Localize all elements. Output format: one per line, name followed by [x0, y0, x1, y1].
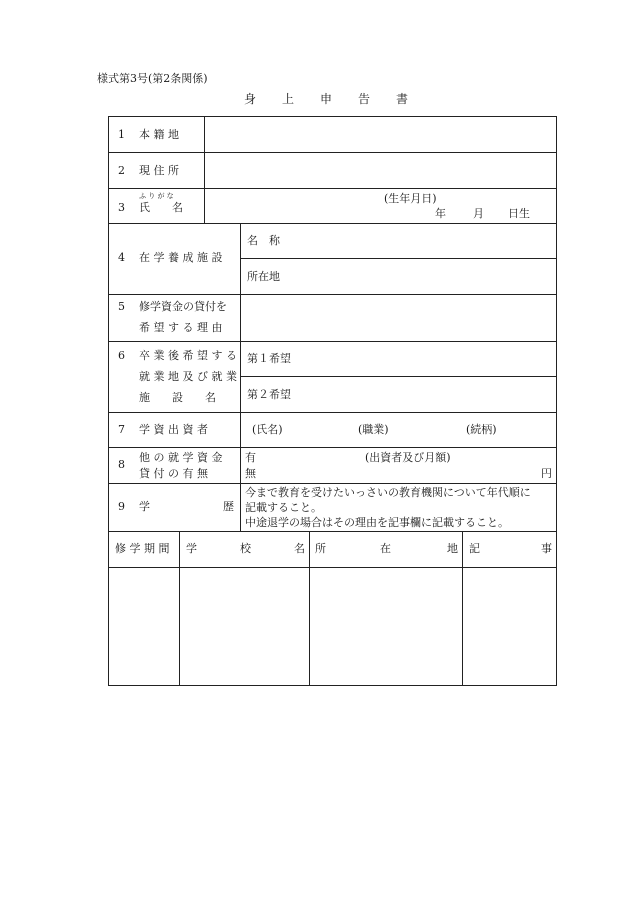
other-loan-label-line1: 他 の 就 学 資 金: [139, 451, 223, 464]
registered-domicile-label: 本 籍 地: [139, 128, 179, 141]
facility-name-field[interactable]: [294, 224, 556, 258]
school-name-cell[interactable]: [180, 568, 309, 685]
loan-reason-field[interactable]: [241, 295, 556, 341]
birth-date-label: (生年月日): [384, 192, 437, 205]
other-loan-label-line2: 貸 付 の 有 無: [139, 467, 208, 480]
school-location-cell[interactable]: [310, 568, 462, 685]
row-number: 3: [118, 201, 125, 214]
row-number: 7: [118, 423, 125, 436]
registered-domicile-field[interactable]: [205, 117, 556, 152]
row-number: 2: [118, 164, 125, 177]
tuition-funder-label: 学 資 出 資 者: [139, 423, 208, 436]
first-choice-label: 第１希望: [247, 352, 291, 365]
birth-month-label: 月: [473, 207, 484, 220]
education-note-line1: 今まで教育を受けたいっさいの教育機関について年代順に: [245, 486, 531, 499]
desired-employment-label-line3: 施 設 名: [139, 391, 216, 404]
document-title: [244, 90, 434, 107]
location-header-char: 在: [380, 542, 391, 555]
remarks-header-char: 記: [469, 542, 480, 555]
education-history-label-left: 学: [139, 500, 150, 513]
title-char: 身: [244, 92, 257, 106]
row-number: 4: [118, 251, 125, 264]
education-history-label-right: 歴: [223, 500, 234, 513]
location-header-char: 所: [315, 542, 326, 555]
row-divider: [109, 447, 556, 448]
first-choice-field[interactable]: [301, 342, 556, 376]
school-name-header-char: 学: [186, 542, 197, 555]
title-char: 申: [320, 92, 333, 106]
form-table: [108, 116, 557, 686]
facility-location-field[interactable]: [294, 259, 556, 294]
row-divider: [109, 412, 556, 413]
study-period-header: 修 学 期 間: [115, 542, 170, 555]
column-divider: [240, 223, 241, 531]
yen-unit-label: 円: [541, 467, 552, 480]
funder-occupation-label: (職業): [358, 423, 389, 436]
birth-year-label: 年: [435, 207, 446, 220]
other-loan-yes-option[interactable]: 有: [245, 451, 256, 464]
school-name-header-char: 校: [240, 542, 251, 555]
training-facility-label: 在 学 養 成 施 設: [139, 251, 223, 264]
row-number: 1: [118, 128, 125, 141]
current-address-field[interactable]: [205, 153, 556, 188]
study-period-cell[interactable]: [109, 568, 179, 685]
loan-reason-label-line1: 修学資金の貸付を: [139, 300, 227, 313]
row-number: 9: [118, 500, 125, 513]
location-header-char: 地: [447, 542, 458, 555]
row-divider: [109, 483, 556, 484]
education-note-line3: 中途退学の場合はその理由を記事欄に記載すること。: [245, 516, 509, 529]
form-number-label: 様式第3号(第2条関係): [97, 72, 208, 85]
funder-amount-label: (出資者及び月額): [365, 451, 451, 464]
school-name-header-char: 名: [294, 542, 305, 555]
loan-reason-label-line2: 希 望 す る 理 由: [139, 321, 223, 334]
remarks-cell[interactable]: [463, 568, 556, 685]
desired-employment-label-line2: 就 業 地 及 び 就 業: [139, 370, 237, 383]
title-char: 告: [358, 92, 371, 106]
desired-employment-label-line1: 卒 業 後 希 望 す る: [139, 349, 237, 362]
name-field[interactable]: [205, 189, 375, 223]
remarks-header-char: 事: [541, 542, 552, 555]
row-number: 8: [118, 458, 125, 471]
row-divider: [109, 531, 556, 532]
title-char: 書: [396, 92, 409, 106]
row-number: 6: [118, 349, 125, 362]
row-number: 5: [118, 300, 125, 313]
birth-day-label: 日生: [508, 207, 530, 220]
title-char: 上: [282, 92, 295, 106]
name-label: 氏 名: [139, 201, 183, 214]
second-choice-label: 第２希望: [247, 388, 291, 401]
funder-name-label: (氏名): [252, 423, 283, 436]
facility-location-label: 所在地: [247, 270, 280, 283]
facility-name-label: 名 称: [247, 234, 280, 247]
other-loan-no-option[interactable]: 無: [245, 467, 256, 480]
furigana-label: ふ り が な: [139, 192, 174, 200]
education-note-line2: 記載すること。: [245, 501, 322, 514]
funder-relation-label: (続柄): [466, 423, 497, 436]
second-choice-field[interactable]: [301, 377, 556, 412]
current-address-label: 現 住 所: [139, 164, 179, 177]
